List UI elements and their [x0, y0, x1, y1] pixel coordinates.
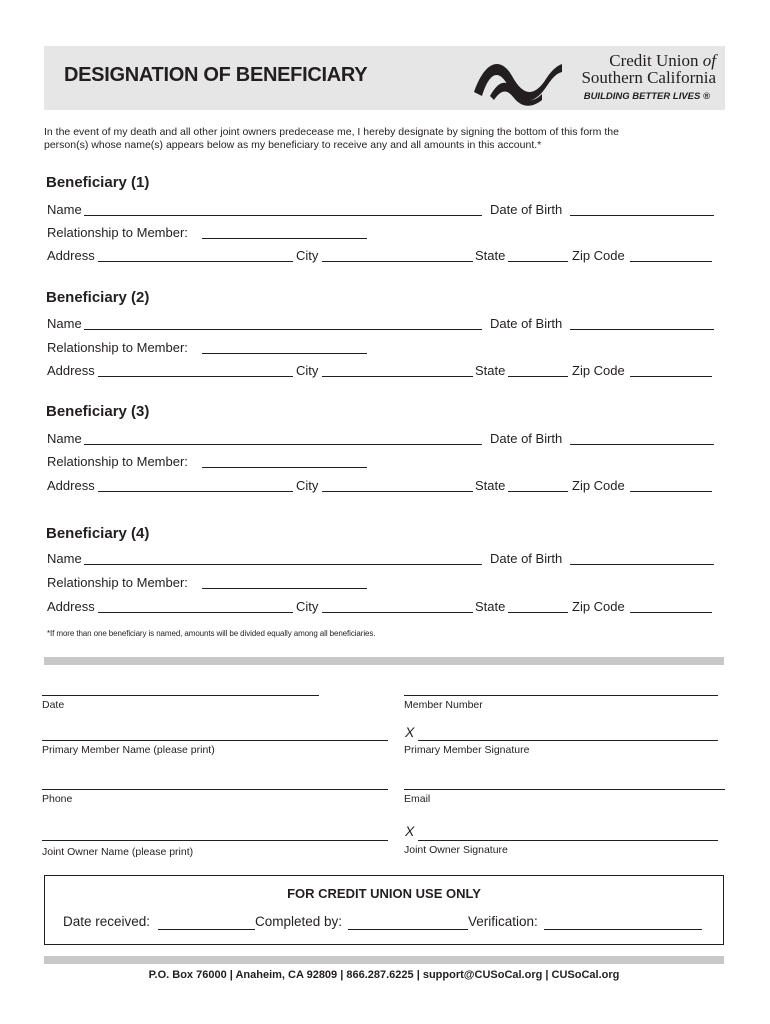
joint-name-label: Joint Owner Name (please print)	[42, 846, 194, 858]
date-received-label: Date received:	[63, 914, 151, 929]
b1-address-field[interactable]	[98, 261, 293, 262]
verification-field[interactable]	[544, 929, 702, 930]
b3-zip-label: Zip Code	[572, 478, 625, 493]
b2-city-label: City	[296, 363, 319, 378]
footnote: *If more than one beneficiary is named, amounts will be divided equally among all beneficiaries.	[47, 629, 376, 638]
b1-zip-label: Zip Code	[572, 248, 625, 263]
b4-address-field[interactable]	[98, 612, 293, 613]
org-name-of: of	[702, 51, 716, 70]
office-use-title: FOR CREDIT UNION USE ONLY	[287, 886, 481, 901]
b2-name-field[interactable]	[84, 329, 482, 330]
intro-line-1: In the event of my death and all other joint owners predecease me, I hereby designate by signing the bottom of this form the	[44, 126, 619, 138]
b4-state-label: State	[475, 599, 506, 614]
b2-relationship-label: Relationship to Member:	[47, 340, 188, 355]
intro-line-2: person(s) whose name(s) appears below as my beneficiary to receive any and all amounts in this account.*	[44, 139, 542, 151]
b3-address-label: Address	[47, 478, 95, 493]
b3-name-label: Name	[47, 431, 82, 446]
b3-dob-field[interactable]	[570, 444, 714, 445]
section-divider	[44, 657, 724, 665]
b4-state-field[interactable]	[508, 612, 568, 613]
b3-dob-label: Date of Birth	[490, 431, 563, 446]
b1-name-field[interactable]	[84, 215, 482, 216]
b2-zip-label: Zip Code	[572, 363, 625, 378]
primary-name-label: Primary Member Name (please print)	[42, 744, 215, 756]
verification-label: Verification:	[468, 914, 538, 929]
b4-city-field[interactable]	[322, 612, 473, 613]
b3-zip-field[interactable]	[630, 491, 712, 492]
date-label: Date	[42, 699, 65, 711]
org-name-line1: Credit Union	[609, 51, 703, 70]
b2-zip-field[interactable]	[630, 376, 712, 377]
b3-city-label: City	[296, 478, 319, 493]
email-label: Email	[404, 793, 431, 805]
b1-name-label: Name	[47, 202, 82, 217]
joint-signature-field[interactable]	[418, 840, 718, 841]
b4-zip-field[interactable]	[630, 612, 712, 613]
beneficiary-2-heading: Beneficiary (2)	[46, 289, 150, 306]
b4-city-label: City	[296, 599, 319, 614]
form-title: DESIGNATION OF BENEFICIARY	[64, 64, 368, 86]
b2-city-field[interactable]	[322, 376, 473, 377]
b3-state-field[interactable]	[508, 491, 568, 492]
b1-dob-label: Date of Birth	[490, 202, 563, 217]
b3-name-field[interactable]	[84, 444, 482, 445]
email-field[interactable]	[404, 789, 725, 790]
b2-dob-field[interactable]	[570, 329, 714, 330]
b3-state-label: State	[475, 478, 506, 493]
b2-relationship-field[interactable]	[202, 353, 367, 354]
primary-signature-field[interactable]	[418, 740, 718, 741]
phone-field[interactable]	[42, 789, 388, 790]
b1-dob-field[interactable]	[570, 215, 714, 216]
b3-city-field[interactable]	[322, 491, 473, 492]
phone-label: Phone	[42, 793, 73, 805]
org-name	[566, 52, 716, 86]
completed-by-field[interactable]	[348, 929, 468, 930]
joint-name-field[interactable]	[42, 840, 388, 841]
b1-relationship-label: Relationship to Member:	[47, 225, 188, 240]
joint-signature-label: Joint Owner Signature	[404, 844, 508, 856]
beneficiary-4-heading: Beneficiary (4)	[46, 525, 150, 542]
b2-dob-label: Date of Birth	[490, 316, 563, 331]
date-field[interactable]	[42, 695, 319, 696]
b1-zip-field[interactable]	[630, 261, 712, 262]
b1-relationship-field[interactable]	[202, 238, 367, 239]
intro-text	[44, 126, 729, 152]
footer-divider	[44, 956, 724, 964]
primary-name-field[interactable]	[42, 740, 388, 741]
b4-relationship-field[interactable]	[202, 588, 367, 589]
primary-signature-label: Primary Member Signature	[404, 744, 530, 756]
member-number-label: Member Number	[404, 699, 483, 711]
b1-address-label: Address	[47, 248, 95, 263]
org-name-line2: Southern California	[581, 68, 716, 87]
b4-zip-label: Zip Code	[572, 599, 625, 614]
wave-logo-icon	[472, 52, 564, 106]
tagline: BUILDING BETTER LIVES ®	[583, 91, 710, 102]
b2-name-label: Name	[47, 316, 82, 331]
b1-city-field[interactable]	[322, 261, 473, 262]
b4-dob-label: Date of Birth	[490, 551, 563, 566]
joint-signature-x-mark: X	[405, 823, 415, 839]
b2-state-label: State	[475, 363, 506, 378]
footer-contact: P.O. Box 76000 | Anaheim, CA 92809 | 866.287.6225 | support@CUSoCal.org | CUSoCal.org	[148, 969, 620, 981]
b2-address-label: Address	[47, 363, 95, 378]
b1-city-label: City	[296, 248, 319, 263]
primary-signature-x-mark: X	[405, 724, 415, 740]
date-received-field[interactable]	[158, 929, 255, 930]
completed-by-label: Completed by:	[255, 914, 343, 929]
b3-relationship-label: Relationship to Member:	[47, 454, 188, 469]
b3-relationship-field[interactable]	[202, 467, 367, 468]
b4-dob-field[interactable]	[570, 564, 714, 565]
b4-address-label: Address	[47, 599, 95, 614]
member-number-field[interactable]	[404, 695, 718, 696]
b4-relationship-label: Relationship to Member:	[47, 575, 188, 590]
b4-name-field[interactable]	[84, 564, 482, 565]
b3-address-field[interactable]	[98, 491, 293, 492]
beneficiary-3-heading: Beneficiary (3)	[46, 403, 150, 420]
b1-state-label: State	[475, 248, 506, 263]
beneficiary-1-heading: Beneficiary (1)	[46, 174, 150, 191]
b2-address-field[interactable]	[98, 376, 293, 377]
b2-state-field[interactable]	[508, 376, 568, 377]
b1-state-field[interactable]	[508, 261, 568, 262]
b4-name-label: Name	[47, 551, 82, 566]
